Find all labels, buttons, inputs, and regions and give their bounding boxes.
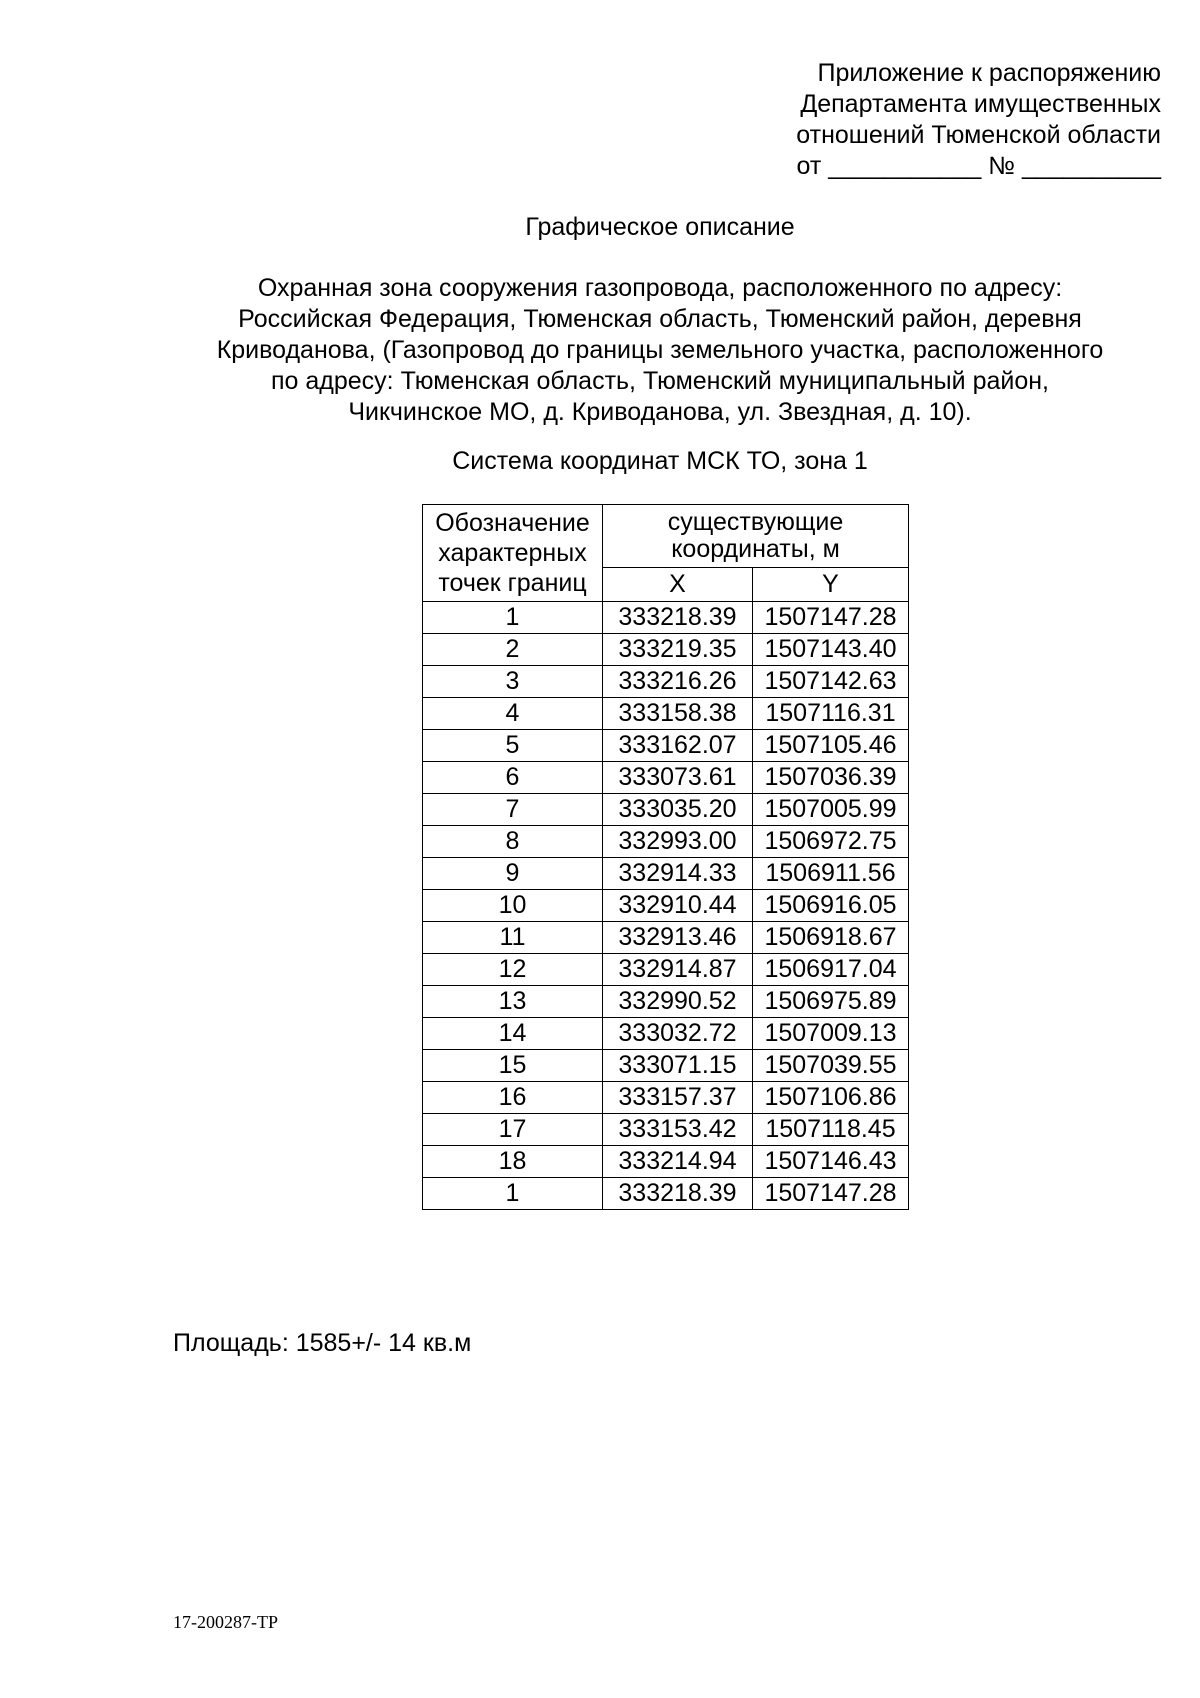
point-cell: 7: [423, 794, 603, 826]
table-row: [423, 794, 909, 826]
x-cell: 333153.42: [603, 1114, 753, 1146]
x-cell: 332913.46: [603, 922, 753, 954]
header-line: существующие: [667, 507, 844, 536]
point-cell: 16: [423, 1082, 603, 1114]
point-cell: 10: [423, 890, 603, 922]
x-cell: 333162.07: [603, 730, 753, 762]
document-code: 17-200287-ТР: [173, 1612, 278, 1632]
coordinates-group-header: [603, 505, 909, 568]
coordinates-table: [422, 504, 909, 1210]
x-cell: 333218.39: [603, 1178, 753, 1210]
y-cell: 1506972.75: [753, 826, 909, 858]
x-cell: 333158.38: [603, 698, 753, 730]
y-cell: 1507009.13: [753, 1018, 909, 1050]
x-column-header: X: [603, 567, 753, 601]
y-cell: 1507116.31: [753, 698, 909, 730]
x-cell: 333219.35: [603, 634, 753, 666]
document-title: Графическое описание: [525, 213, 795, 241]
description-line: Российская Федерация, Тюменская область, Тюменский район, деревня: [238, 305, 1082, 333]
y-cell: 1507036.39: [753, 762, 909, 794]
table-row: [423, 666, 909, 698]
x-cell: 333218.39: [603, 602, 753, 634]
y-cell: 1507147.28: [753, 1178, 909, 1210]
x-cell: 333214.94: [603, 1146, 753, 1178]
table-row: [423, 1082, 909, 1114]
table-row: [423, 890, 909, 922]
header-line: Обозначение: [435, 509, 590, 537]
y-cell: 1506917.04: [753, 954, 909, 986]
point-cell: 5: [423, 730, 603, 762]
point-cell: 15: [423, 1050, 603, 1082]
table-row: [423, 698, 909, 730]
y-cell: 1507142.63: [753, 666, 909, 698]
x-cell: 332914.87: [603, 954, 753, 986]
appendix-date-number-line: от ___________ № __________: [796, 152, 1161, 180]
point-cell: 9: [423, 858, 603, 890]
table-row: [423, 1114, 909, 1146]
y-cell: 1507143.40: [753, 634, 909, 666]
area-value: Площадь: 1585+/- 14 кв.м: [173, 1329, 472, 1357]
y-cell: 1507106.86: [753, 1082, 909, 1114]
table-row: [423, 1178, 909, 1210]
header-line: координаты, м: [671, 534, 840, 563]
table-row: [423, 954, 909, 986]
y-cell: 1506975.89: [753, 986, 909, 1018]
y-cell: 1507147.28: [753, 602, 909, 634]
point-cell: 14: [423, 1018, 603, 1050]
table-row: [423, 634, 909, 666]
y-cell: 1507005.99: [753, 794, 909, 826]
point-cell: 2: [423, 634, 603, 666]
table-row: [423, 858, 909, 890]
point-cell: 4: [423, 698, 603, 730]
appendix-line: Департамента имущественных: [800, 90, 1161, 118]
x-cell: 333216.26: [603, 666, 753, 698]
appendix-line: Приложение к распоряжению: [817, 59, 1161, 87]
coordinates-table-body: [423, 602, 909, 1210]
y-cell: 1507105.46: [753, 730, 909, 762]
y-cell: 1507118.45: [753, 1114, 909, 1146]
x-cell: 332990.52: [603, 986, 753, 1018]
table-row: [423, 602, 909, 634]
description-line: Охранная зона сооружения газопровода, расположенного по адресу:: [257, 274, 1063, 302]
header-line: характерных: [438, 539, 587, 567]
y-cell: 1507146.43: [753, 1146, 909, 1178]
x-cell: 332910.44: [603, 890, 753, 922]
table-row: [423, 986, 909, 1018]
y-column-header: Y: [753, 567, 909, 601]
point-cell: 18: [423, 1146, 603, 1178]
description-line: по адресу: Тюменская область, Тюменский муниципальный район,: [271, 367, 1049, 395]
point-cell: 3: [423, 666, 603, 698]
y-cell: 1506916.05: [753, 890, 909, 922]
table-row: [423, 922, 909, 954]
y-cell: 1506911.56: [753, 858, 909, 890]
table-header-row: [423, 505, 909, 568]
table-row: [423, 826, 909, 858]
table-row: [423, 1018, 909, 1050]
y-cell: 1507039.55: [753, 1050, 909, 1082]
point-cell: 8: [423, 826, 603, 858]
x-cell: 333035.20: [603, 794, 753, 826]
x-cell: 332993.00: [603, 826, 753, 858]
coordinate-system-label: Система координат МСК ТО, зона 1: [452, 447, 868, 475]
point-column-header: [423, 505, 603, 602]
point-cell: 17: [423, 1114, 603, 1146]
x-cell: 333073.61: [603, 762, 753, 794]
point-cell: 12: [423, 954, 603, 986]
point-cell: 1: [423, 1178, 603, 1210]
point-cell: 6: [423, 762, 603, 794]
point-cell: 1: [423, 602, 603, 634]
x-cell: 333157.37: [603, 1082, 753, 1114]
table-row: [423, 1146, 909, 1178]
appendix-line: отношений Тюменской области: [796, 121, 1161, 149]
zone-description: [100, 273, 1200, 428]
point-cell: 13: [423, 986, 603, 1018]
y-cell: 1506918.67: [753, 922, 909, 954]
table-row: [423, 1050, 909, 1082]
description-line: Криводанова, (Газопровод до границы земельного участка, расположенного: [216, 336, 1104, 364]
x-cell: 333032.72: [603, 1018, 753, 1050]
x-cell: 333071.15: [603, 1050, 753, 1082]
x-cell: 332914.33: [603, 858, 753, 890]
table-row: [423, 762, 909, 794]
header-line: точек границ: [438, 569, 587, 597]
table-row: [423, 730, 909, 762]
point-cell: 11: [423, 922, 603, 954]
appendix-block: [700, 58, 1161, 182]
description-line: Чикчинское МО, д. Криводанова, ул. Звездная, д. 10).: [348, 398, 972, 426]
